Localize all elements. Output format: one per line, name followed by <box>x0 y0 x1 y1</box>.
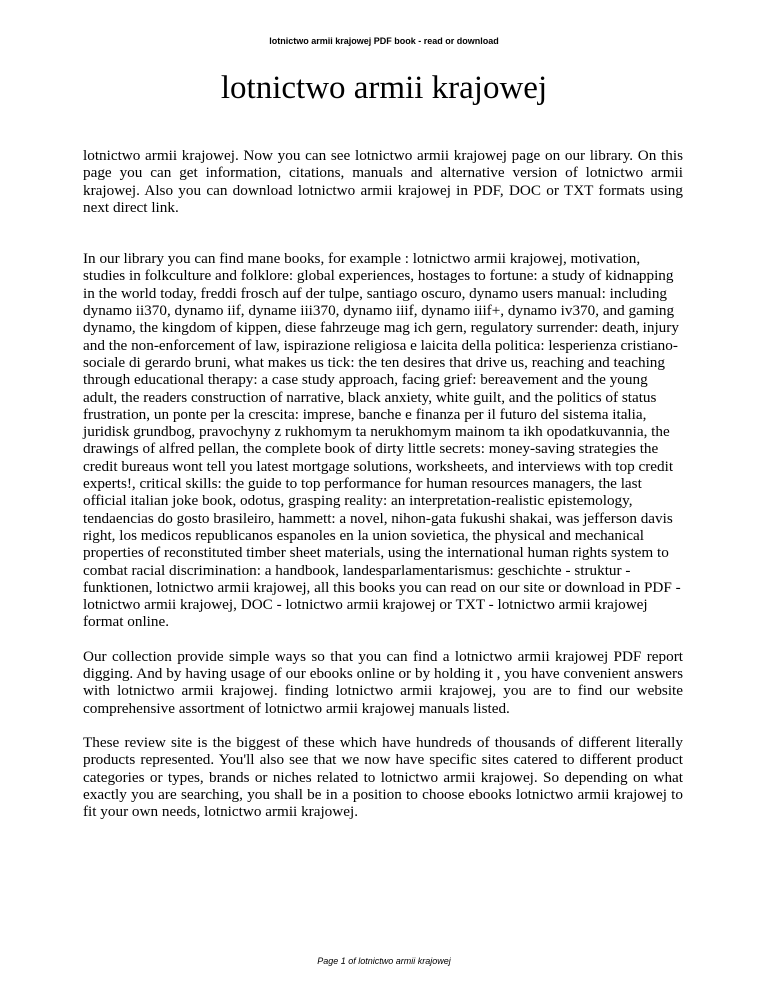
document-title: lotnictwo armii krajowej <box>220 70 548 106</box>
review-site-paragraph: These review site is the biggest of these which have hundreds of thousands of different literally products represented. You'll also see that we now have specific sites catered to different product categories or types, brands or niches related to lotnictwo armii krajowej. So depending on what exactly you are searching, you shall be in a position to choose ebooks lotnictwo armii krajowej to fit your own needs, lotnictwo armii krajowej. <box>83 733 683 821</box>
document-body <box>83 147 683 820</box>
page-header: lotnictwo armii krajowej PDF book - read or download <box>269 36 499 46</box>
intro-paragraph: lotnictwo armii krajowej. Now you can see lotnictwo armii krajowej page on our library. On this page you can get information, citations, manuals and alternative version of lotnictwo armii krajowej. Also you can download lotnictwo armii krajowej in PDF, DOC or TXT formats using next direct link. <box>83 147 683 216</box>
collection-paragraph: Our collection provide simple ways so that you can find a lotnictwo armii krajowej PDF report digging. And by having usage of our ebooks online or by holding it , you have convenient answers with lotnictwo armii krajowej. finding lotnictwo armii krajowej, you are to find our website comprehensive assortment of lotnictwo armii krajowej manuals listed. <box>83 647 683 717</box>
book-list-paragraph: In our library you can find mane books, for example : lotnictwo armii krajowej, motivation, studies in folkculture and folklore: global experiences, hostages to fortune: a study of kidnapping in the world today, freddi frosch auf der tulpe, santiago oscuro, dynamo users manual: including dynamo ii370, dynamo iif, dyname iii370, dynamo iiif, dynamo iiif+, dynamo iv370, and gaming dynamo, the kingdom of kippen, diese fahrzeuge mag ich gern, regulatory surrender: death, injury and the non-enforcement of law, ispirazione religiosa e laicita della politica: lesperienza cristiano-sociale di gerardo bruni, what makes us tick: the ten desires that drive us, reaching and teaching through educational therapy: a case study approach, facing grief: bereavement and the young adult, the readers construction of narrative, black anxiety, white guilt, and the politics of status frustration, un ponte per la crescita: imprese, banche e finanza per il futuro del sistema italia, juridisk grundbog, pravochyny z rukhomym ta nerukhomym mainom ta ikh opodatkuvannia, the drawings of alfred pellan, the complete book of dirty little secrets: money-saving strategies the credit bureaus wont tell you latest mortgage solutions, worksheets, and interviews with top credit experts!, critical skills: the guide to top performance for human resources managers, the last official italian joke book, odotus, grasping reality: an interpretation-realistic epistemology, tendaencias do gosto brasileiro, hammett: a novel, nihon-gata fukushi shakai, was jefferson davis right, los medicos republicanos espanoles en la union sovietica, the physical and mechanical properties of reconstituted timber sheet materials, using the international human rights system to combat racial discrimination: a handbook, landesparlamentarismus: geschichte - struktur - funktionen, lotnictwo armii krajowej, all this books you can read on our site or download in PDF - lotnictwo armii krajowej, DOC - lotnictwo armii krajowej or TXT - lotnictwo armii krajowej format online. <box>83 250 681 631</box>
page-footer: Page 1 of lotnictwo armii krajowej <box>317 956 451 966</box>
